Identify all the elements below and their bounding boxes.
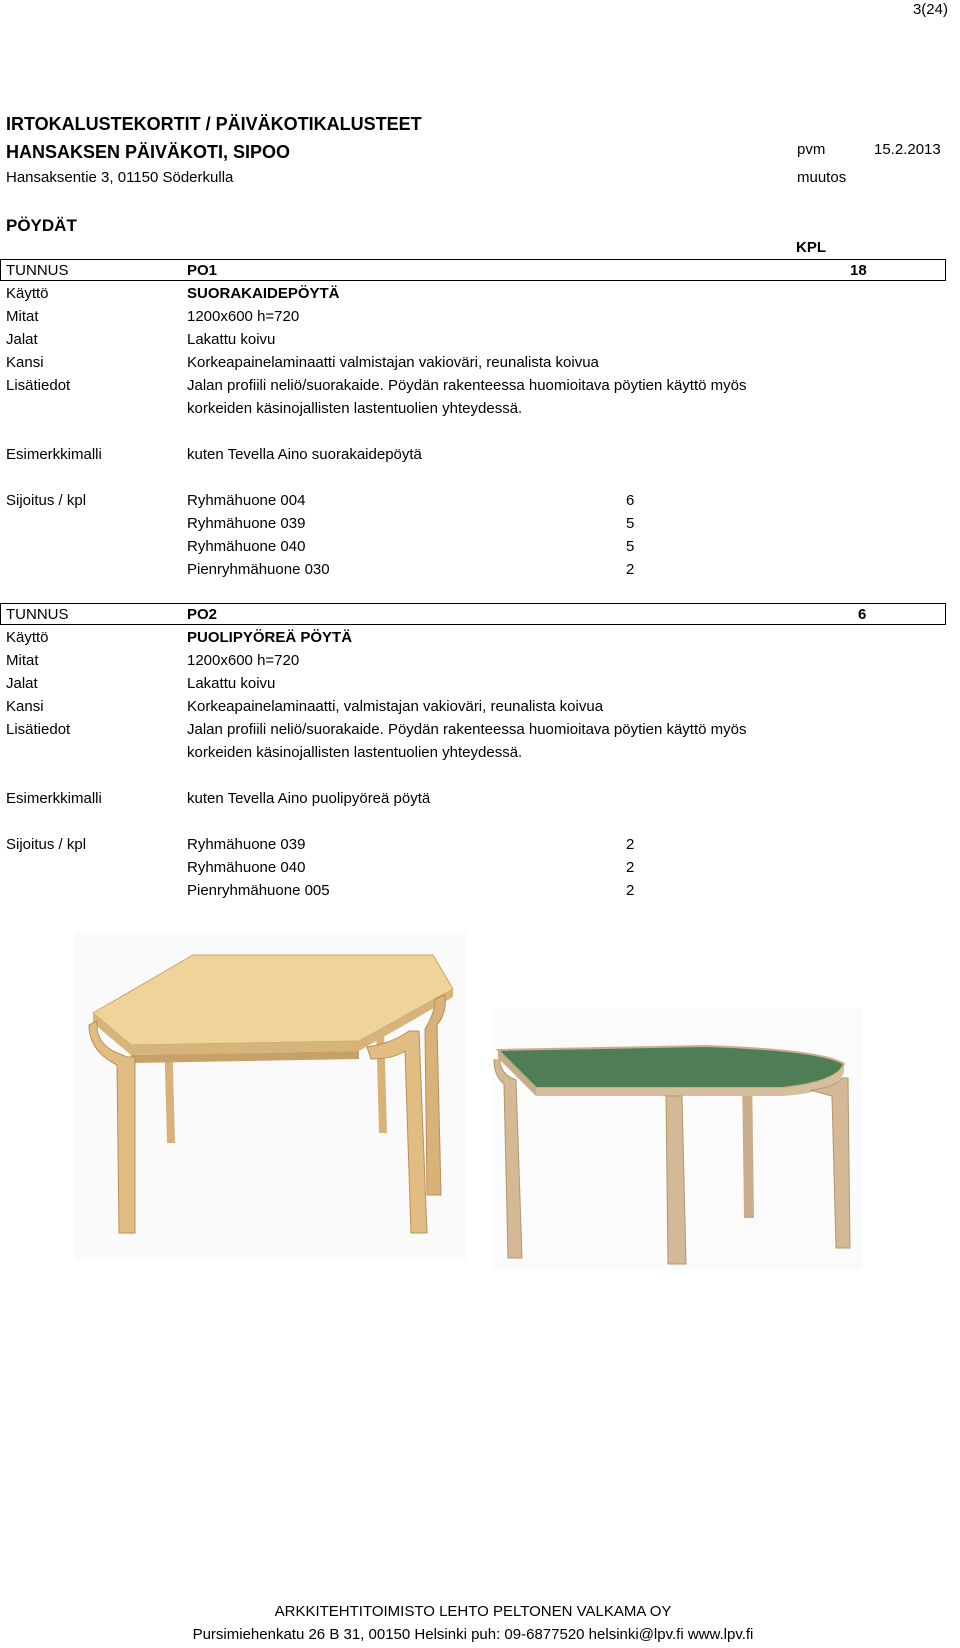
sijoitus-qty: 2 [626, 836, 635, 853]
jalat-value: Lakattu koivu [187, 331, 276, 348]
lisatiedot-label: Lisätiedot [6, 377, 71, 394]
jalat-label: Jalat [6, 331, 38, 348]
tunnus-label: TUNNUS [6, 262, 69, 279]
tunnus-value: PO1 [187, 262, 218, 279]
kaytto-value: SUORAKAIDEPÖYTÄ [187, 285, 340, 302]
kaytto-label: Käyttö [6, 629, 49, 646]
muutos-label: muutos [797, 169, 847, 186]
sijoitus-label: Sijoitus / kpl [6, 492, 87, 509]
kpl-value: 18 [850, 262, 867, 279]
esimerkki-value: kuten Tevella Aino suorakaidepöytä [187, 446, 422, 463]
sijoitus-label: Sijoitus / kpl [6, 836, 87, 853]
kaytto-label: Käyttö [6, 285, 49, 302]
sijoitus-room: Ryhmähuone 004 [187, 492, 306, 509]
kansi-value: Korkeapainelaminaatti valmistajan vakioväri, reunalista koivua [187, 354, 599, 371]
sijoitus-room: Pienryhmähuone 005 [187, 882, 330, 899]
esimerkki-label: Esimerkkimalli [6, 446, 102, 463]
mitat-label: Mitat [6, 652, 39, 669]
sijoitus-qty: 6 [626, 492, 635, 509]
sijoitus-room: Ryhmähuone 040 [187, 538, 306, 555]
tunnus-value: PO2 [187, 606, 218, 623]
document-title: IRTOKALUSTEKORTIT / PÄIVÄKOTIKALUSTEET [6, 114, 422, 134]
sijoitus-room: Ryhmähuone 040 [187, 859, 306, 876]
mitat-value: 1200x600 h=720 [187, 308, 300, 325]
sijoitus-room: Ryhmähuone 039 [187, 515, 306, 532]
lisatiedot-line-1: Jalan profiili neliö/suorakaide. Pöydän rakenteessa huomioitava pöytien käyttö myös [187, 377, 747, 394]
item-header-row [0, 259, 946, 281]
kansi-label: Kansi [6, 698, 44, 715]
lisatiedot-line-2: korkeiden käsinojallisten lastentuolien yhteydessä. [187, 400, 523, 417]
section-title: PÖYDÄT [6, 216, 77, 235]
sijoitus-qty: 2 [626, 882, 635, 899]
kpl-value: 6 [858, 606, 867, 623]
lisatiedot-line-1: Jalan profiili neliö/suorakaide. Pöydän rakenteessa huomioitava pöytien käyttö myös [187, 721, 747, 738]
pvm-label: pvm [797, 141, 826, 158]
jalat-value: Lakattu koivu [187, 675, 276, 692]
kansi-value: Korkeapainelaminaatti, valmistajan vakioväri, reunalista koivua [187, 698, 604, 715]
footer-contact: Pursimiehenkatu 26 B 31, 00150 Helsinki puh: 09-6877520 helsinki@lpv.fi www.lpv.fi [192, 1626, 754, 1643]
kansi-label: Kansi [6, 354, 44, 371]
kpl-header: KPL [796, 239, 826, 256]
sijoitus-room: Pienryhmähuone 030 [187, 561, 330, 578]
sijoitus-qty: 5 [626, 515, 635, 532]
sijoitus-room: Ryhmähuone 039 [187, 836, 306, 853]
item-header-row [0, 603, 946, 625]
half-round-table-image [492, 1008, 862, 1270]
sijoitus-qty: 2 [626, 859, 635, 876]
kaytto-value: PUOLIPYÖREÄ PÖYTÄ [187, 629, 353, 646]
rectangular-table-image [75, 933, 467, 1259]
mitat-label: Mitat [6, 308, 39, 325]
sijoitus-qty: 5 [626, 538, 635, 555]
esimerkki-label: Esimerkkimalli [6, 790, 102, 807]
lisatiedot-label: Lisätiedot [6, 721, 71, 738]
page-number: 3(24) [912, 1, 948, 18]
project-title: HANSAKSEN PÄIVÄKOTI, SIPOO [6, 142, 291, 162]
pvm-value: 15.2.2013 [874, 141, 941, 158]
mitat-value: 1200x600 h=720 [187, 652, 300, 669]
sijoitus-qty: 2 [626, 561, 635, 578]
project-address: Hansaksentie 3, 01150 Söderkulla [6, 169, 234, 186]
esimerkki-value: kuten Tevella Aino puolipyöreä pöytä [187, 790, 431, 807]
lisatiedot-line-2: korkeiden käsinojallisten lastentuolien yhteydessä. [187, 744, 523, 761]
tunnus-label: TUNNUS [6, 606, 69, 623]
footer-company: ARKKITEHTITOIMISTO LEHTO PELTONEN VALKAMA OY [274, 1603, 672, 1620]
jalat-label: Jalat [6, 675, 38, 692]
